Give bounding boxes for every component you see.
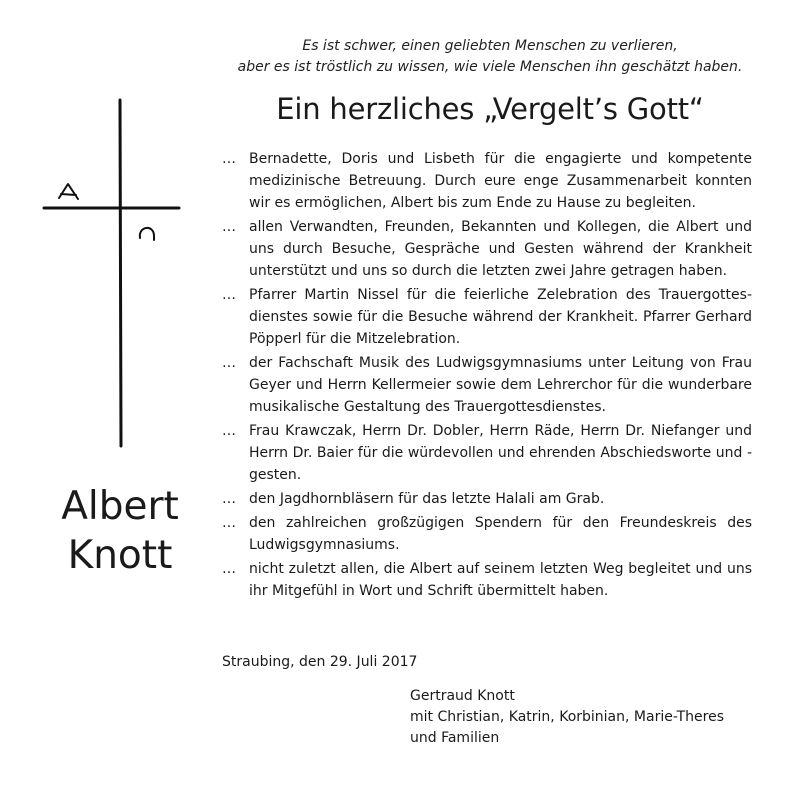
list-item-text: Pfarrer Martin Nissel für die feierliche Zelebration des Trauergottesdienstes sowie für die Besuche während der Krankheit. Pfarrer Gerhard Pöpperl für die Mitzelebration. (249, 287, 752, 347)
ellipsis-marker: … (222, 515, 236, 531)
signature-line-2: mit Christian, Katrin, Korbinian, Marie-Theres (410, 709, 724, 725)
omega-icon (140, 228, 154, 240)
page-title: Ein herzliches „Vergelt’s Gott“ (276, 92, 704, 126)
list-item-text: Bernadette, Doris und Lisbeth für die engagierte und kompetente medizinische Betreuung. Durch eure enge Zusammenarbeit konnten wir es ermöglichen, Albert bis zum Ende zu Hause zu begleiten. (249, 151, 752, 211)
list-item-text: Frau Krawczak, Herrn Dr. Dobler, Herrn Räde, Herrn Dr. Niefanger und Herrn Dr. Baier für die würdevollen und ehrenden Abschiedsworte und -gesten. (249, 423, 752, 483)
ellipsis-marker: … (222, 287, 236, 303)
list-item (222, 284, 752, 350)
motto-line-1: Es ist schwer, einen geliebten Menschen zu verlieren, (302, 38, 678, 54)
ellipsis-marker: … (222, 561, 236, 577)
list-item (222, 148, 752, 214)
signature-line-3: und Familien (410, 730, 500, 746)
thanks-list (222, 148, 752, 604)
ellipsis-marker: … (222, 491, 236, 507)
deceased-first-name: Albert (61, 484, 179, 529)
place-and-date: Straubing, den 29. Juli 2017 (222, 654, 418, 670)
list-item (222, 488, 752, 510)
list-item-text: der Fachschaft Musik des Ludwigsgymnasiums unter Leitung von Frau Geyer und Herrn Kellermeier sowie dem Lehrerchor für die wunderbare musikalische Gestaltung des Trauergottesdienstes. (249, 355, 752, 415)
list-item-text: den Jagdhornbläsern für das letzte Halali am Grab. (249, 491, 605, 507)
list-item (222, 420, 752, 486)
cross-icon (0, 0, 220, 470)
ellipsis-marker: … (222, 355, 236, 371)
signature-block (410, 686, 724, 749)
list-item (222, 352, 752, 418)
motto-quote (230, 36, 750, 78)
deceased-last-name: Knott (67, 533, 173, 578)
motto-line-2: aber es ist tröstlich zu wissen, wie viele Menschen ihn geschätzt haben. (237, 59, 743, 75)
list-item (222, 512, 752, 556)
list-item-text: den zahlreichen großzügigen Spendern für den Freundeskreis des Ludwigsgymnasiums. (249, 515, 752, 553)
cross-vertical-stroke (120, 100, 121, 446)
signature-line-1: Gertraud Knott (410, 688, 515, 704)
ellipsis-marker: … (222, 423, 236, 439)
list-item (222, 558, 752, 602)
ellipsis-marker: … (222, 151, 236, 167)
alpha-icon (59, 184, 78, 199)
ellipsis-marker: … (222, 219, 236, 235)
list-item (222, 216, 752, 282)
list-item-text: nicht zuletzt allen, die Albert auf seinem letzten Weg begleitet und uns ihr Mitgefühl in Wort und Schrift übermittelt haben. (249, 561, 752, 599)
list-item-text: allen Verwandten, Freunden, Bekannten und Kollegen, die Albert und uns durch Besuche, Gespräche und Gesten während der Krankheit unterstützt und uns so durch die letzten zwei Jahre getragen haben. (249, 219, 752, 279)
